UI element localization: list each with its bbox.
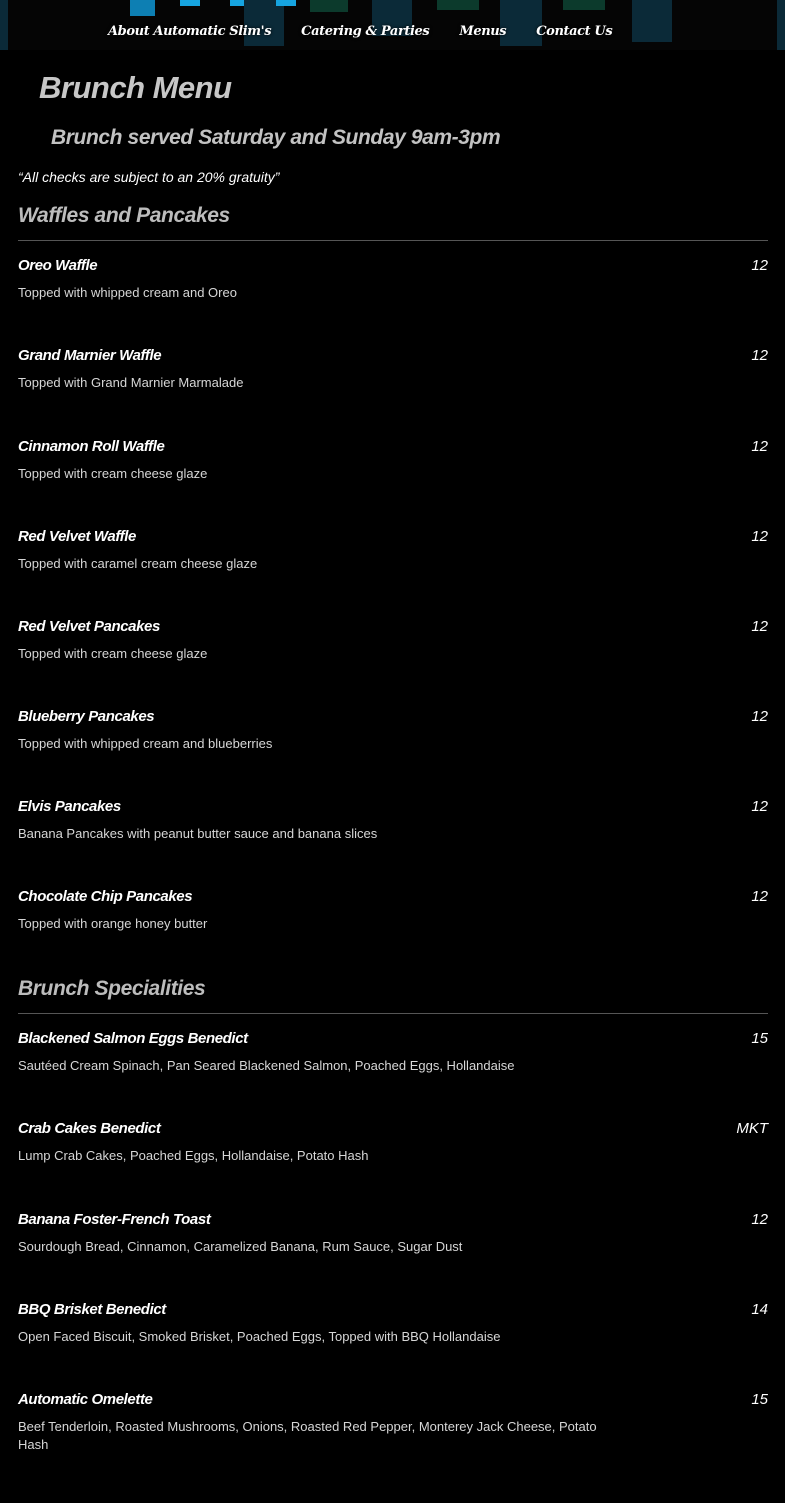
menu-item <box>18 798 768 841</box>
main-nav <box>108 24 612 39</box>
menu-item-name: Grand Marnier Waffle <box>18 347 162 364</box>
brunch-hours: Brunch served Saturday and Sunday 9am-3pm <box>51 126 501 149</box>
menu-item-price: 12 <box>751 347 768 364</box>
menu-item-name: Automatic Omelette <box>18 1391 153 1408</box>
menu-item-description: Sourdough Bread, Cinnamon, Caramelized Banana, Rum Sauce, Sugar Dust <box>18 1239 463 1254</box>
header-banner-graphic <box>632 0 672 42</box>
menu-item <box>18 1211 768 1254</box>
menu-item-price: 15 <box>751 1030 768 1047</box>
menu-item <box>18 528 768 571</box>
menu-item-description: Topped with whipped cream and Oreo <box>18 285 237 300</box>
menu-item-name: Cinnamon Roll Waffle <box>18 438 165 455</box>
header-banner-graphic <box>437 0 479 10</box>
menu-item-description: Lump Crab Cakes, Poached Eggs, Hollandaise, Potato Hash <box>18 1148 369 1163</box>
menu-item-description: Topped with caramel cream cheese glaze <box>18 556 258 571</box>
section-title: Waffles and Pancakes <box>18 202 768 241</box>
menu-item-description: Topped with Grand Marnier Marmalade <box>18 375 244 390</box>
menu-item-description: Sautéed Cream Spinach, Pan Seared Blackened Salmon, Poached Eggs, Hollandaise <box>18 1058 515 1073</box>
menu-item-price: 12 <box>751 798 768 815</box>
header-banner-graphic <box>563 0 605 10</box>
menu-item-description: Beef Tenderloin, Roasted Mushrooms, Onions, Roasted Red Pepper, Monterey Jack Cheese, Potato Hash <box>18 1419 597 1452</box>
menu-item-price: 12 <box>751 257 768 274</box>
menu-item-description: Topped with cream cheese glaze <box>18 466 208 481</box>
nav-catering[interactable]: Catering & Parties <box>301 24 430 39</box>
menu-item <box>18 1030 768 1073</box>
site-header <box>0 0 785 50</box>
menu-item-name: Red Velvet Pancakes <box>18 618 160 635</box>
menu-item-name: Red Velvet Waffle <box>18 528 136 545</box>
nav-menus[interactable]: Menus <box>459 24 507 39</box>
menu-item <box>18 347 768 390</box>
section-title: Brunch Specialities <box>18 975 768 1014</box>
header-banner-graphic <box>500 0 542 46</box>
menu-item-price: 12 <box>751 528 768 545</box>
menu-item <box>18 1391 768 1452</box>
section-waffles-pancakes <box>18 202 768 952</box>
gratuity-note: “All checks are subject to an 20% gratuity” <box>18 169 280 185</box>
menu-item-price: 12 <box>751 708 768 725</box>
menu-item-description: Topped with whipped cream and blueberries <box>18 736 273 751</box>
menu-item <box>18 708 768 751</box>
header-banner-graphic <box>130 0 155 16</box>
header-banner-graphic <box>777 0 785 50</box>
menu-item-description: Topped with orange honey butter <box>18 916 208 931</box>
menu-item <box>18 618 768 661</box>
menu-item <box>18 888 768 931</box>
menu-item <box>18 1301 768 1344</box>
section-brunch-specialities <box>18 975 768 1495</box>
nav-contact[interactable]: Contact Us <box>536 24 613 39</box>
header-banner-graphic <box>0 0 8 50</box>
menu-item <box>18 1120 768 1163</box>
menu-item-price: 15 <box>751 1391 768 1408</box>
nav-about[interactable]: About Automatic Slim's <box>108 24 272 39</box>
menu-item-price: 12 <box>751 618 768 635</box>
menu-item-name: Oreo Waffle <box>18 257 98 274</box>
header-banner-graphic <box>244 0 284 46</box>
menu-item-price: MKT <box>736 1120 768 1137</box>
menu-item-price: 12 <box>751 888 768 905</box>
menu-item <box>18 257 768 300</box>
menu-item-name: Blueberry Pancakes <box>18 708 155 725</box>
header-banner-graphic <box>276 0 296 6</box>
menu-item <box>18 438 768 481</box>
menu-item-price: 12 <box>751 1211 768 1228</box>
menu-item-name: BBQ Brisket Benedict <box>18 1301 166 1318</box>
menu-item-description: Banana Pancakes with peanut butter sauce and banana slices <box>18 826 378 841</box>
menu-item-name: Chocolate Chip Pancakes <box>18 888 193 905</box>
page-title: Brunch Menu <box>39 70 232 105</box>
menu-item-name: Banana Foster-French Toast <box>18 1211 211 1228</box>
menu-item-description: Topped with cream cheese glaze <box>18 646 208 661</box>
menu-item-price: 12 <box>751 438 768 455</box>
menu-item-name: Crab Cakes Benedict <box>18 1120 161 1137</box>
menu-item-name: Blackened Salmon Eggs Benedict <box>18 1030 248 1047</box>
menu-item-description: Open Faced Biscuit, Smoked Brisket, Poached Eggs, Topped with BBQ Hollandaise <box>18 1329 501 1344</box>
header-banner-graphic <box>310 0 348 12</box>
header-banner-graphic <box>180 0 200 6</box>
menu-item-name: Elvis Pancakes <box>18 798 121 815</box>
menu-item-price: 14 <box>751 1301 768 1318</box>
